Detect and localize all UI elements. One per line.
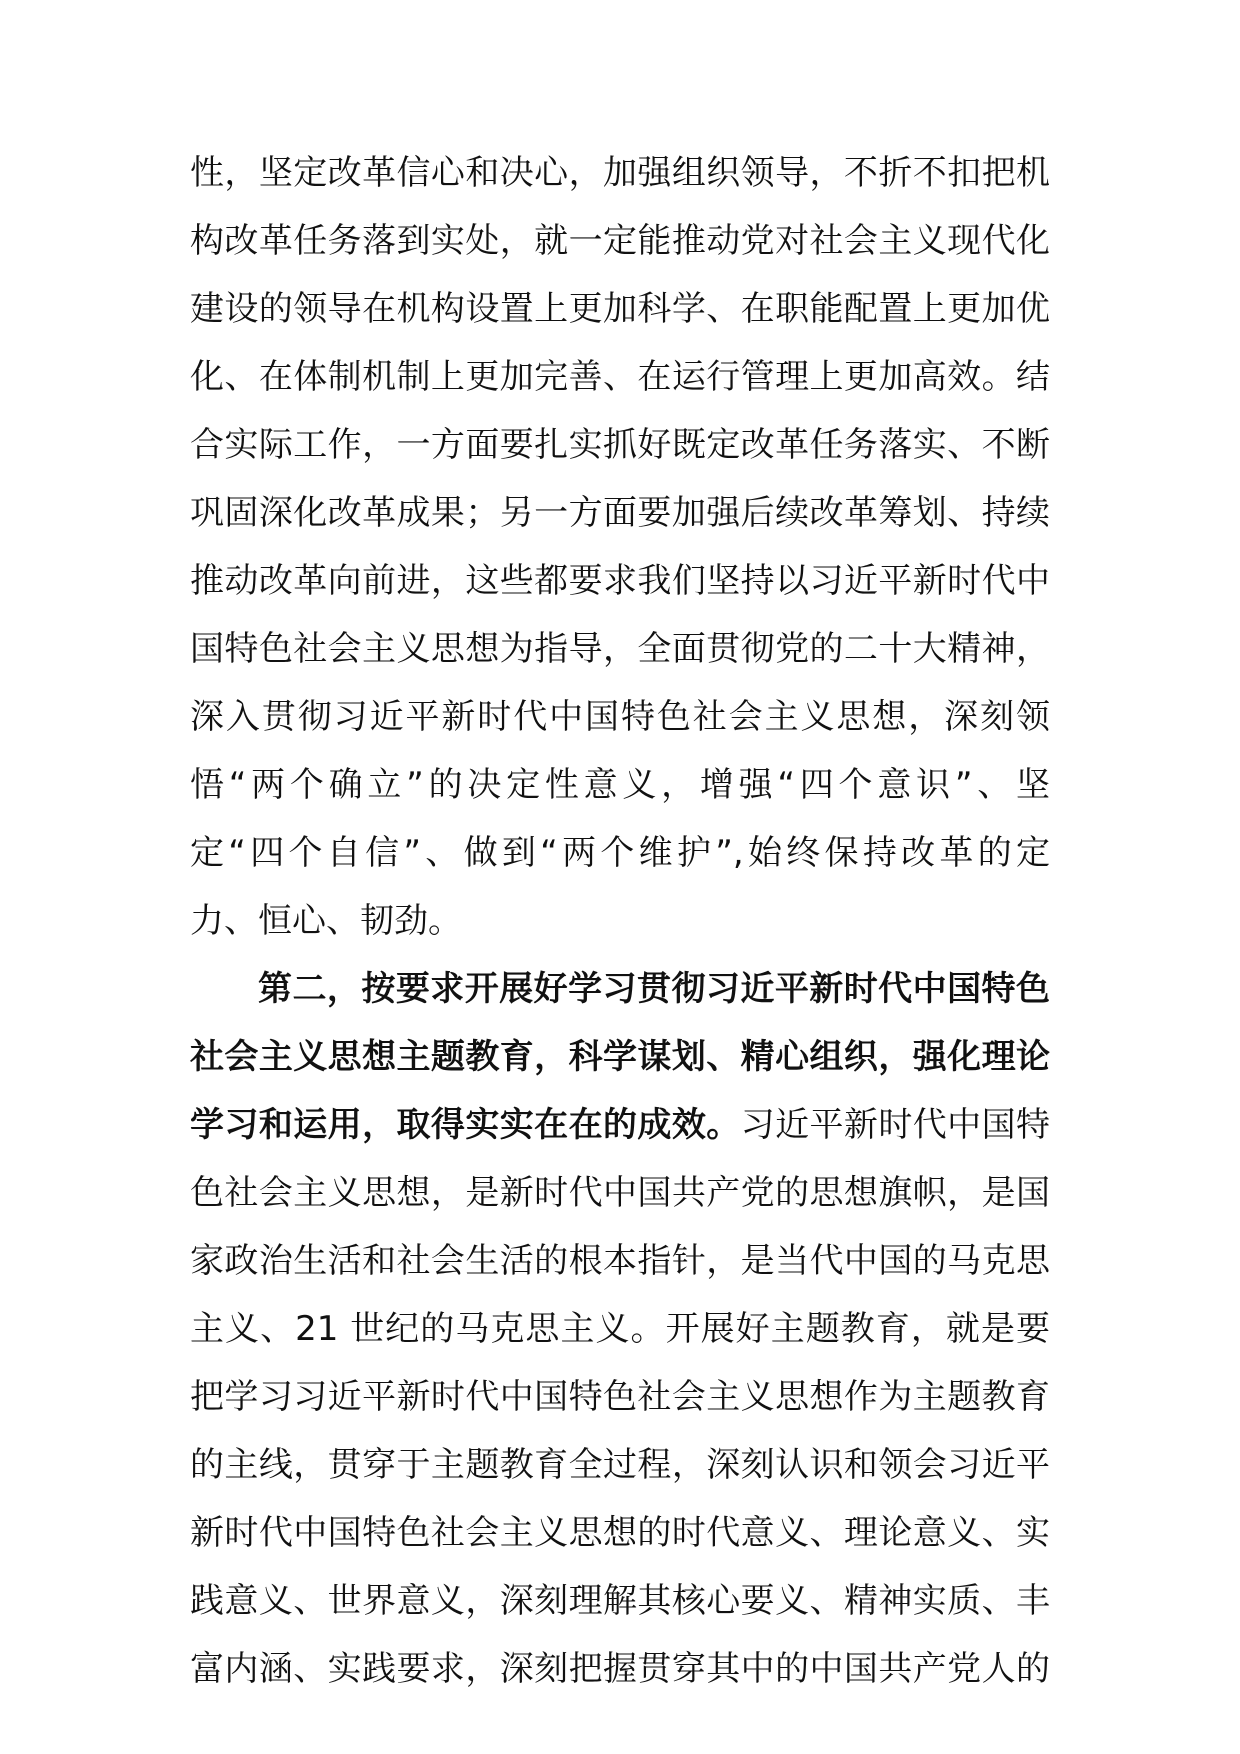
text-line: 性，坚定改革信心和决心，加强组织领导，不折不扣把机: [190, 153, 1050, 193]
text-line: 主义、21 世纪的马克思主义。开展好主题教育，就是要: [190, 1309, 1050, 1349]
text-line: 国特色社会主义思想为指导，全面贯彻党的二十大精神，: [190, 629, 1050, 669]
bold-heading-end: 学习和运用，取得实实在在的成效。: [190, 1105, 741, 1145]
text-line: 推动改革向前进，这些都要求我们坚持以习近平新时代中: [190, 561, 1050, 601]
text-line: 合实际工作，一方面要扎实抓好既定改革任务落实、不断: [190, 425, 1050, 465]
text-line: 色社会主义思想，是新时代中国共产党的思想旗帜，是国: [190, 1173, 1050, 1213]
paragraph-1: [190, 139, 1050, 955]
paragraph-2: [190, 955, 1050, 1703]
text-line: 富内涵、实践要求，深刻把握贯穿其中的中国共产党人的: [190, 1649, 1050, 1689]
text-line: 悟“两个确立”的决定性意义，增强“四个意识”、坚: [190, 765, 1050, 805]
text-line: 建设的领导在机构设置上更加科学、在职能配置上更加优: [190, 289, 1050, 329]
bold-heading-line: 社会主义思想主题教育，科学谋划、精心组织，强化理论: [190, 1037, 1050, 1077]
text-line: 新时代中国特色社会主义思想的时代意义、理论意义、实: [190, 1513, 1050, 1553]
text-line: 定“四个自信”、做到“两个维护”,始终保持改革的定: [190, 833, 1050, 873]
text-span: 习近平新时代中国特: [740, 1105, 1051, 1145]
text-line: 化、在体制机制上更加完善、在运行管理上更加高效。结: [190, 357, 1050, 397]
document-body: [190, 139, 1050, 1703]
text-line: 力、恒心、韧劲。: [190, 901, 462, 941]
text-line: 巩固深化改革成果；另一方面要加强后续改革筹划、持续: [190, 493, 1050, 533]
text-line: 把学习习近平新时代中国特色社会主义思想作为主题教育: [190, 1377, 1050, 1417]
text-line: 的主线，贯穿于主题教育全过程，深刻认识和领会习近平: [190, 1445, 1050, 1485]
bold-heading-line: 第二，按要求开展好学习贯彻习近平新时代中国特色: [258, 969, 1050, 1009]
text-line: 深入贯彻习近平新时代中国特色社会主义思想，深刻领: [190, 697, 1050, 737]
mixed-text-line: [190, 1091, 1050, 1159]
text-line: 践意义、世界意义，深刻理解其核心要义、精神实质、丰: [190, 1581, 1050, 1621]
text-line: 家政治生活和社会生活的根本指针，是当代中国的马克思: [190, 1241, 1050, 1281]
text-line: 构改革任务落到实处，就一定能推动党对社会主义现代化: [190, 221, 1050, 261]
